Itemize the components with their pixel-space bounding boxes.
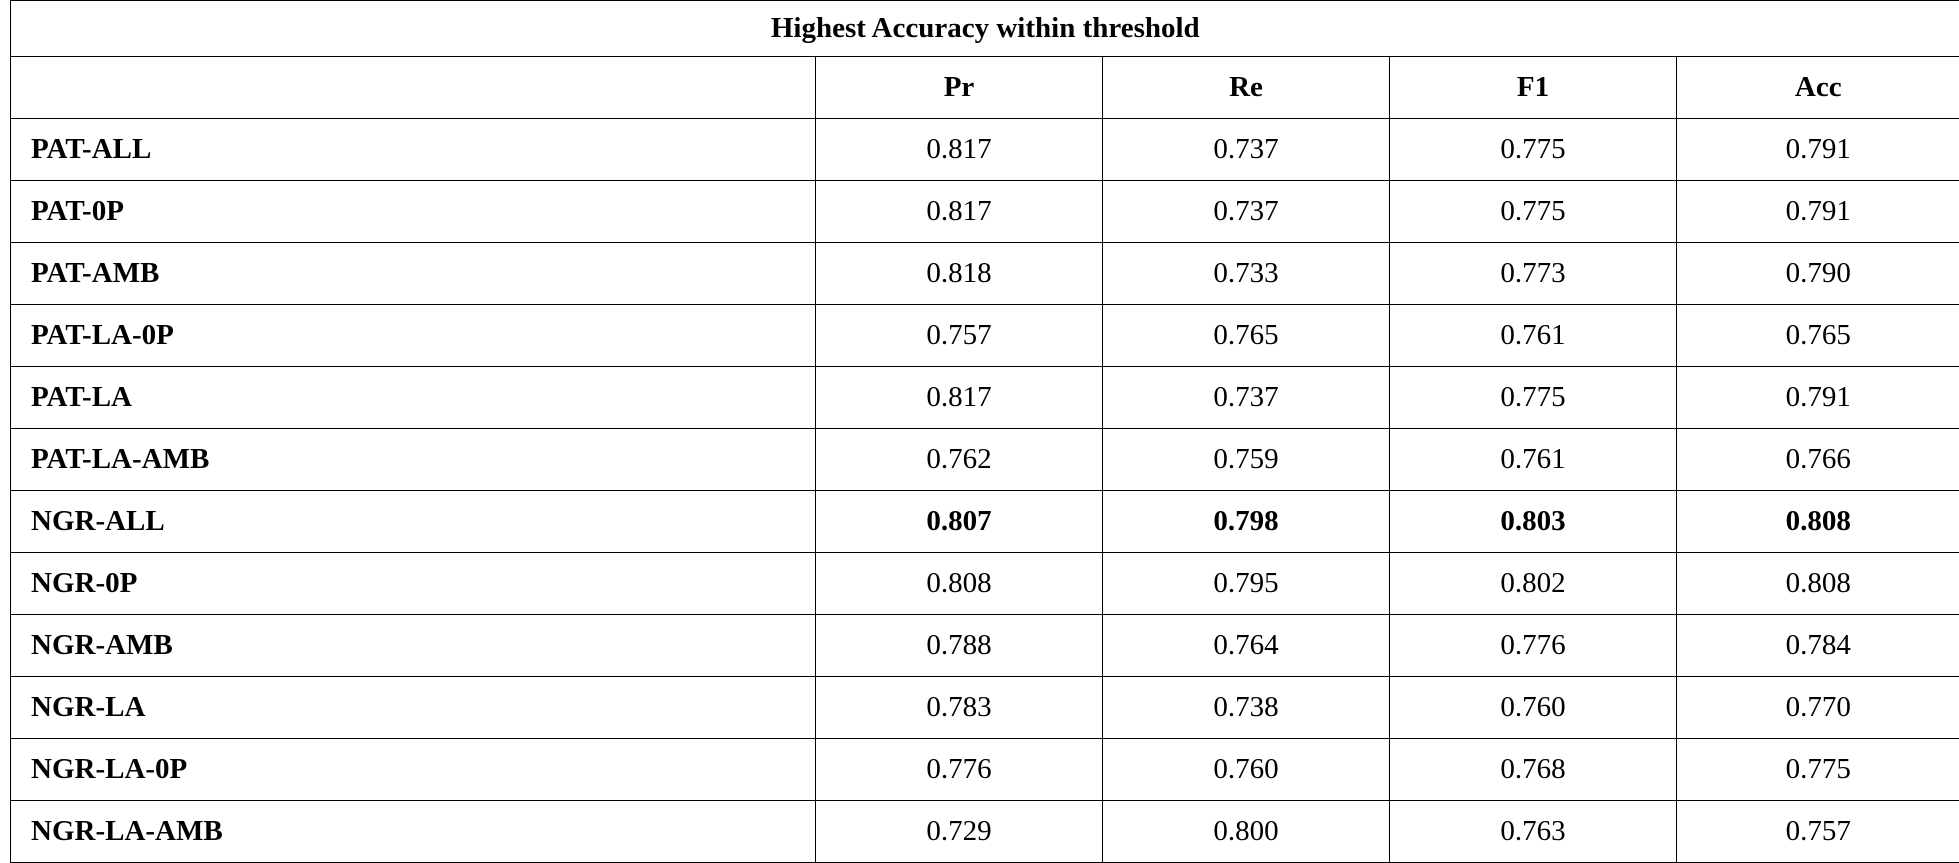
cell-f1: 0.776 bbox=[1390, 615, 1677, 677]
cell-pr: 0.807 bbox=[816, 491, 1103, 553]
cell-pr: 0.817 bbox=[816, 367, 1103, 429]
cell-re: 0.759 bbox=[1103, 429, 1390, 491]
row-label: PAT-LA bbox=[11, 367, 816, 429]
cell-pr: 0.818 bbox=[816, 243, 1103, 305]
table-row bbox=[11, 429, 1959, 491]
cell-re: 0.738 bbox=[1103, 677, 1390, 739]
cell-f1: 0.761 bbox=[1390, 305, 1677, 367]
results-table bbox=[10, 0, 1959, 863]
table-row bbox=[11, 305, 1959, 367]
row-label: NGR-ALL bbox=[11, 491, 816, 553]
cell-f1: 0.773 bbox=[1390, 243, 1677, 305]
table-row bbox=[11, 367, 1959, 429]
cell-acc: 0.791 bbox=[1677, 181, 1959, 243]
cell-re: 0.733 bbox=[1103, 243, 1390, 305]
cell-re: 0.764 bbox=[1103, 615, 1390, 677]
table-row bbox=[11, 553, 1959, 615]
cell-f1: 0.775 bbox=[1390, 181, 1677, 243]
table-caption-row bbox=[11, 1, 1959, 57]
cell-acc: 0.770 bbox=[1677, 677, 1959, 739]
table-header-row bbox=[11, 57, 1959, 119]
cell-acc: 0.784 bbox=[1677, 615, 1959, 677]
cell-re: 0.737 bbox=[1103, 181, 1390, 243]
row-label: NGR-AMB bbox=[11, 615, 816, 677]
table-row bbox=[11, 739, 1959, 801]
cell-re: 0.760 bbox=[1103, 739, 1390, 801]
cell-acc: 0.790 bbox=[1677, 243, 1959, 305]
cell-acc: 0.775 bbox=[1677, 739, 1959, 801]
cell-f1: 0.803 bbox=[1390, 491, 1677, 553]
column-header-label bbox=[11, 57, 816, 119]
cell-pr: 0.817 bbox=[816, 181, 1103, 243]
cell-re: 0.800 bbox=[1103, 801, 1390, 863]
cell-pr: 0.729 bbox=[816, 801, 1103, 863]
cell-acc: 0.791 bbox=[1677, 367, 1959, 429]
cell-acc: 0.808 bbox=[1677, 553, 1959, 615]
cell-acc: 0.808 bbox=[1677, 491, 1959, 553]
row-label: NGR-LA-AMB bbox=[11, 801, 816, 863]
cell-f1: 0.768 bbox=[1390, 739, 1677, 801]
table-row bbox=[11, 119, 1959, 181]
cell-pr: 0.776 bbox=[816, 739, 1103, 801]
cell-pr: 0.762 bbox=[816, 429, 1103, 491]
column-header-acc: Acc bbox=[1677, 57, 1959, 119]
column-header-pr: Pr bbox=[816, 57, 1103, 119]
row-label: PAT-ALL bbox=[11, 119, 816, 181]
cell-f1: 0.761 bbox=[1390, 429, 1677, 491]
column-header-f1: F1 bbox=[1390, 57, 1677, 119]
cell-re: 0.765 bbox=[1103, 305, 1390, 367]
table-row bbox=[11, 677, 1959, 739]
cell-pr: 0.757 bbox=[816, 305, 1103, 367]
table-caption: Highest Accuracy within threshold bbox=[11, 1, 1959, 57]
cell-acc: 0.765 bbox=[1677, 305, 1959, 367]
cell-f1: 0.760 bbox=[1390, 677, 1677, 739]
table-row bbox=[11, 181, 1959, 243]
row-label: PAT-AMB bbox=[11, 243, 816, 305]
cell-pr: 0.788 bbox=[816, 615, 1103, 677]
row-label: NGR-LA bbox=[11, 677, 816, 739]
table-row bbox=[11, 801, 1959, 863]
cell-re: 0.737 bbox=[1103, 367, 1390, 429]
cell-acc: 0.757 bbox=[1677, 801, 1959, 863]
cell-f1: 0.763 bbox=[1390, 801, 1677, 863]
row-label: PAT-LA-AMB bbox=[11, 429, 816, 491]
cell-re: 0.737 bbox=[1103, 119, 1390, 181]
cell-acc: 0.791 bbox=[1677, 119, 1959, 181]
table-row bbox=[11, 491, 1959, 553]
cell-pr: 0.817 bbox=[816, 119, 1103, 181]
row-label: PAT-0P bbox=[11, 181, 816, 243]
cell-pr: 0.808 bbox=[816, 553, 1103, 615]
cell-f1: 0.802 bbox=[1390, 553, 1677, 615]
cell-re: 0.795 bbox=[1103, 553, 1390, 615]
cell-f1: 0.775 bbox=[1390, 367, 1677, 429]
row-label: NGR-LA-0P bbox=[11, 739, 816, 801]
column-header-re: Re bbox=[1103, 57, 1390, 119]
table-row bbox=[11, 243, 1959, 305]
table-row bbox=[11, 615, 1959, 677]
cell-acc: 0.766 bbox=[1677, 429, 1959, 491]
results-table-body bbox=[11, 1, 1959, 863]
cell-re: 0.798 bbox=[1103, 491, 1390, 553]
cell-f1: 0.775 bbox=[1390, 119, 1677, 181]
cell-pr: 0.783 bbox=[816, 677, 1103, 739]
row-label: NGR-0P bbox=[11, 553, 816, 615]
row-label: PAT-LA-0P bbox=[11, 305, 816, 367]
